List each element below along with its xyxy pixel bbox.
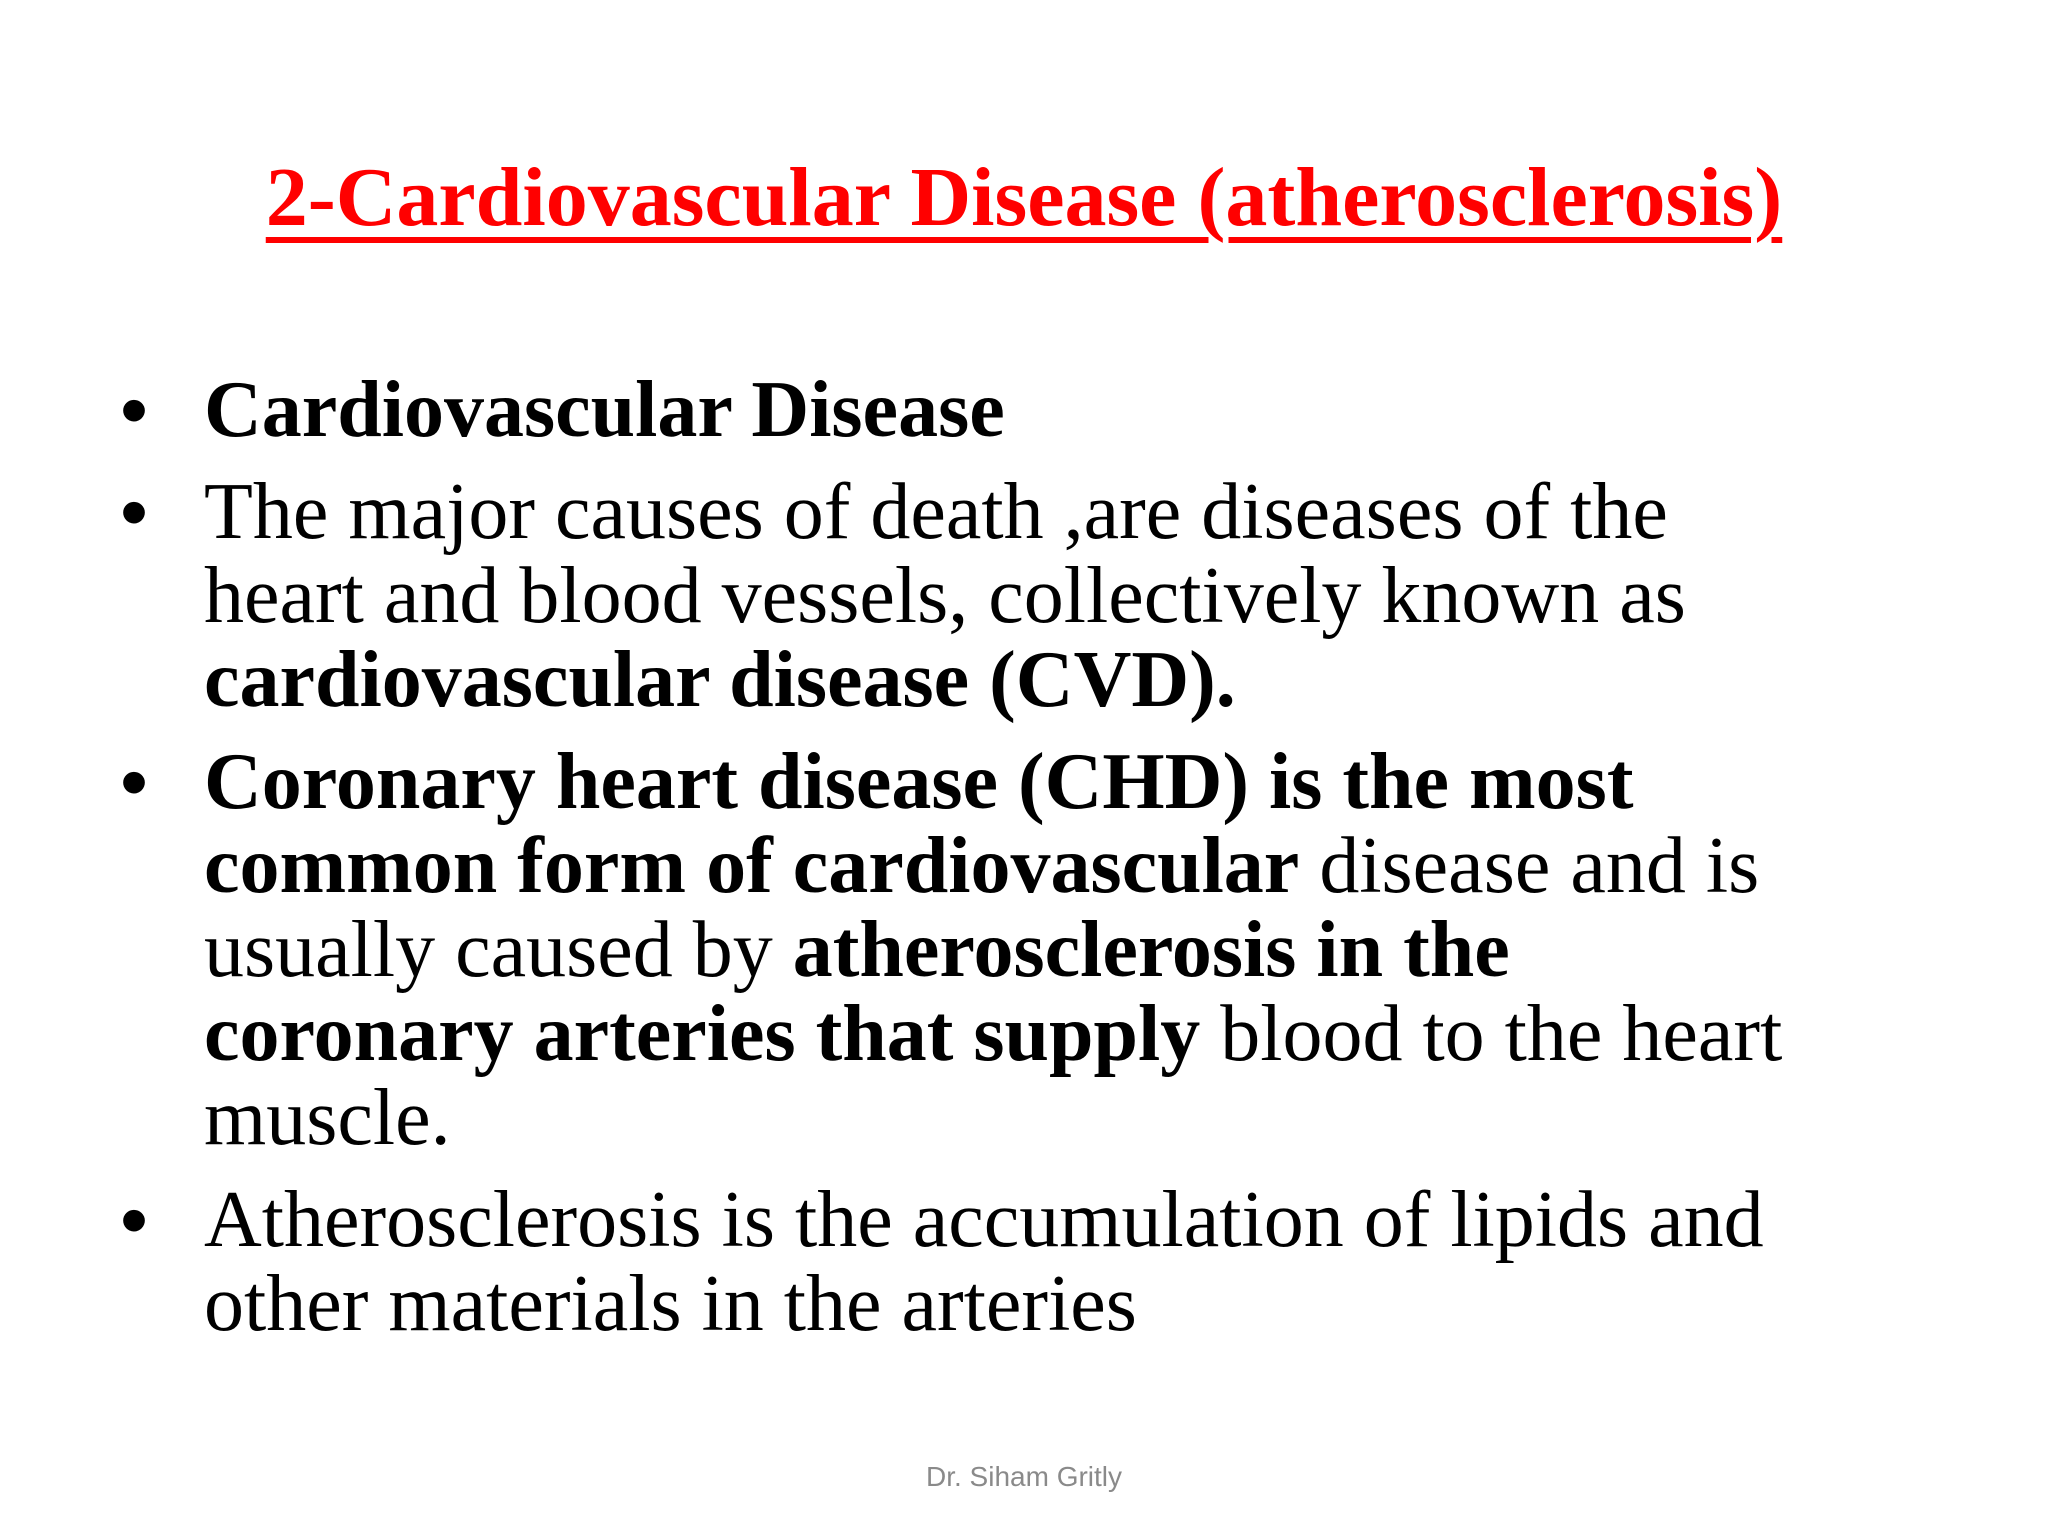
bullet-run: blood to the heart [1200,990,1783,1078]
bullet-marker: • [120,737,149,826]
bullet-run: coronary arteries that supply [204,990,1201,1078]
bullet-line [204,368,1960,452]
bullet-line [204,740,1960,824]
bullet-line [204,554,1960,638]
bullet-line [204,908,1960,992]
bullet-run: Atherosclerosis is the accumulation of lipids and [204,1176,1764,1264]
bullet-marker: • [120,365,149,454]
bullet-run: The major causes of death ,are diseases of the [204,468,1668,556]
bullet-run: common form of cardiovascular [204,822,1300,910]
bullet-text [204,740,1960,1160]
bullet-line [204,470,1960,554]
bullet-text [204,1178,1960,1346]
slide-footer: Dr. Siham Gritly [925,1461,1123,1492]
bullet-run: cardiovascular disease (CVD). [204,636,1236,724]
bullet-line [204,1076,1960,1160]
bullet-line [204,824,1960,908]
bullet-line [204,638,1960,722]
bullet-run: Coronary heart disease (CHD) is the most [204,738,1634,826]
slide-title: 2-Cardiovascular Disease (atherosclerosis) [265,151,1783,244]
bullet-line [204,1262,1960,1346]
bullet-run: atherosclerosis in the [792,906,1510,994]
bullet-line [204,1178,1960,1262]
bullet-run: other materials in the arteries [204,1260,1137,1348]
bullet-run: Cardiovascular Disease [204,366,1005,454]
bullet-run: usually caused by [204,906,793,994]
bullet-marker: • [120,467,149,556]
bullet-text [204,470,1960,722]
bullet-run: muscle. [204,1074,451,1162]
bullet-text [204,368,1960,452]
bullet-run: heart and blood vessels, collectively known as [204,552,1686,640]
bullet-run: disease and is [1299,822,1760,910]
bullet-marker: • [120,1175,149,1264]
bullet-line [204,992,1960,1076]
